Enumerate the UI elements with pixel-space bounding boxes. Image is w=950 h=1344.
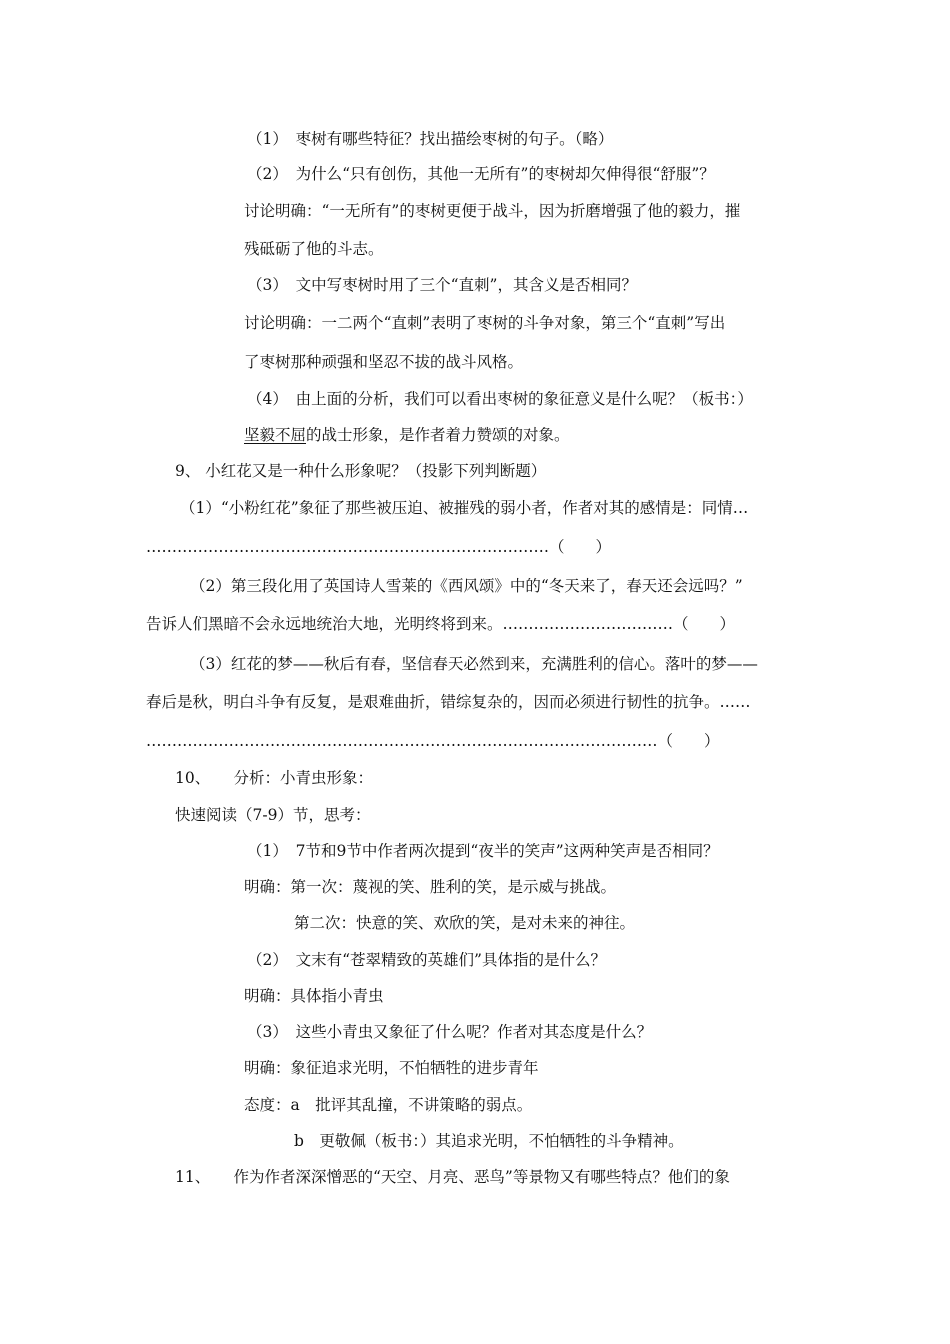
answer-10-2: 明确：具体指小青虫 (244, 987, 384, 1005)
judgement-1-line-1: （1）“小粉红花”象征了那些被压迫、被摧残的弱小者，作者对其的感情是：同情… (180, 499, 749, 517)
underlined-phrase: 坚毅不屈 (244, 426, 307, 444)
judgement-3-line-3: ………………………………………………………………………………………（ ） (146, 732, 720, 750)
section-10-instruction: 快速阅读（7-9）节，思考： (175, 806, 371, 824)
judgement-2-line-2: 告诉人们黑暗不会永远地统治大地，光明终将到来。……………………………（ ） (146, 615, 736, 633)
question-3: （3） 文中写枣树时用了三个“直刺”，其含义是否相同？ (247, 276, 637, 294)
section-11-heading: 11、 作为作者深深憎恶的“天空、月亮、恶鸟”等景物又有哪些特点？他们的象 (175, 1168, 730, 1186)
question-10-3: （3） 这些小青虫又象征了什么呢？作者对其态度是什么？ (247, 1023, 653, 1041)
question-2: （2） 为什么“只有创伤，其他一无所有”的枣树却欠伸得很“舒服”？ (247, 165, 715, 183)
question-1: （1） 枣树有哪些特征？找出描绘枣树的句子。（略） (247, 130, 614, 148)
answer-10-1-line-1: 明确：第一次：蔑视的笑、胜利的笑，是示威与挑战。 (244, 878, 617, 896)
answer-2-line-2: 残砥砺了他的斗志。 (244, 240, 384, 258)
answer-4 (244, 425, 570, 445)
answer-10-3-line-2: 态度：a 批评其乱撞，不讲策略的弱点。 (244, 1096, 533, 1114)
answer-4-rest: 的战士形象，是作者着力赞颂的对象。 (306, 426, 570, 444)
answer-10-3-line-1: 明确：象征追求光明，不怕牺牲的进步青年 (244, 1059, 539, 1077)
answer-10-1-line-2: 第二次：快意的笑、欢欣的笑，是对未来的神往。 (294, 914, 636, 932)
answer-3-line-2: 了枣树那种顽强和坚忍不拔的战斗风格。 (244, 353, 524, 371)
question-4: （4） 由上面的分析，我们可以看出枣树的象征意义是什么呢？（板书：） (247, 390, 753, 408)
answer-2-line-1: 讨论明确：“一无所有”的枣树更便于战斗，因为折磨增强了他的毅力，摧 (244, 202, 741, 220)
judgement-2-line-1: （2）第三段化用了英国诗人雪莱的《西风颂》中的“冬天来了，春天还会远吗？” (190, 577, 743, 595)
judgement-3-line-2: 春后是秋，明白斗争有反复，是艰难曲折，错综复杂的，因而必须进行韧性的抗争。…… (146, 693, 751, 711)
answer-3-line-1: 讨论明确：一二两个“直刺”表明了枣树的斗争对象，第三个“直刺”写出 (244, 314, 726, 332)
question-10-1: （1） 7节和9节中作者两次提到“夜半的笑声”这两种笑声是否相同？ (247, 842, 719, 860)
answer-10-3-line-3: b 更敬佩（板书：）其追求光明，不怕牺牲的斗争精神。 (294, 1132, 684, 1150)
section-9-heading: 9、 小红花又是一种什么形象呢？（投影下列判断题） (175, 462, 547, 480)
judgement-3-line-1: （3）红花的梦——秋后有春，坚信春天必然到来，充满胜利的信心。落叶的梦—— (190, 655, 758, 673)
section-10-heading: 10、 分析：小青虫形象： (175, 769, 373, 787)
judgement-1-line-2: ……………………………………………………………………（ ） (146, 538, 612, 556)
question-10-2: （2） 文末有“苍翠精致的英雄们”具体指的是什么？ (247, 951, 606, 969)
